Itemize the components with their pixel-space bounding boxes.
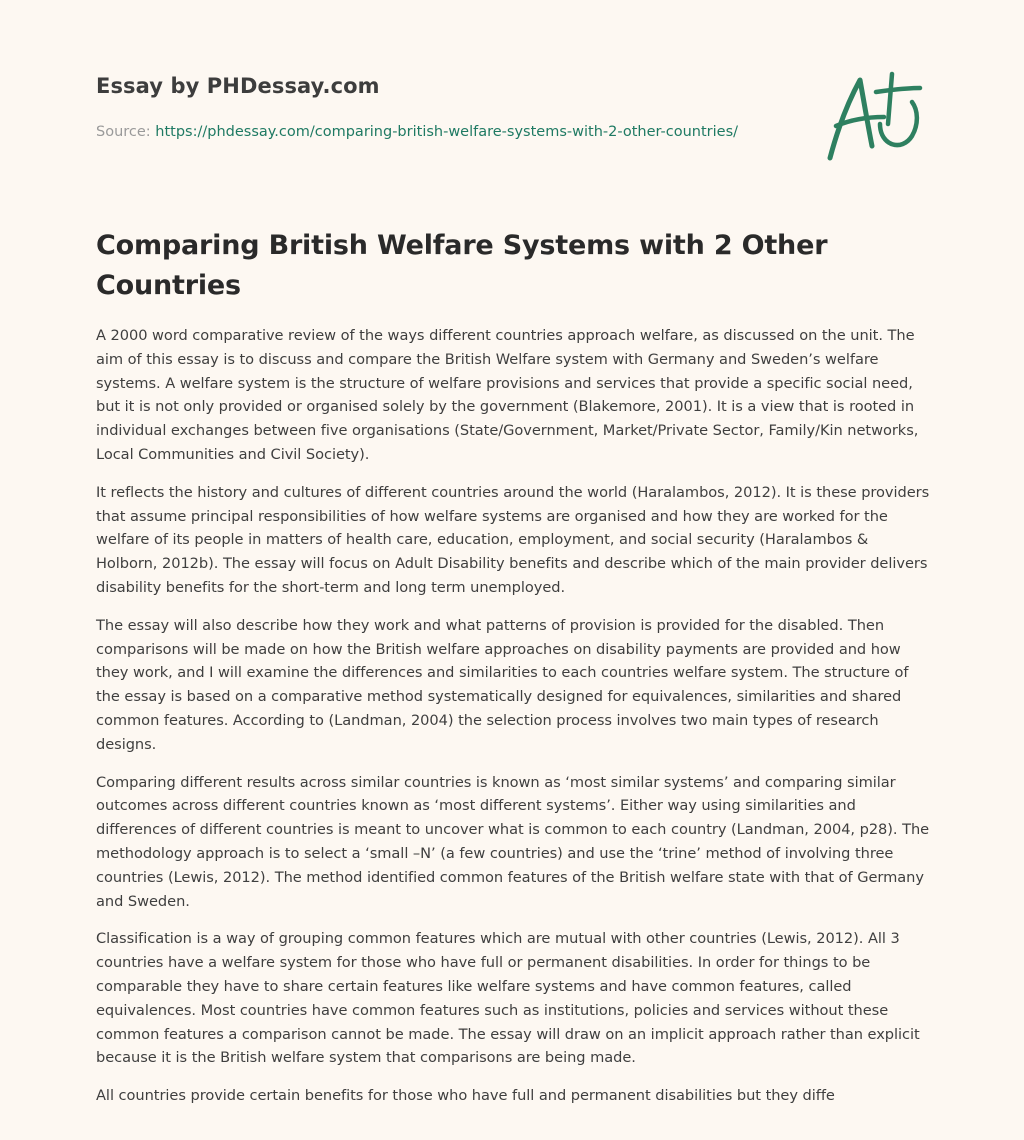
source-label: Source: <box>96 124 151 140</box>
page-header <box>96 74 796 140</box>
essay-paragraph: The essay will also describe how they work and what patterns of provision is provided for the disabled. Then comparisons will be made on how the British welfare approaches on disability payments are provided and how they work, and I will examine the differences and similarities to each countries welfare system. The structure of the essay is based on a comparative method systematically designed for equivalences, similarities and shared common features. According to (Landman, 2004) the selection process involves two main types of research designs. <box>96 616 909 753</box>
essay-paragraph: Classification is a way of grouping common features which are mutual with other countries (Lewis, 2012). All 3 countries have a welfare system for those who have full or permanent disabilities. In order for things to be comparable they have to share certain features like welfare systems and have common features, called equivalences. Most countries have common features such as institutions, policies and services without these common features a comparison cannot be made. The essay will draw on an implicit approach rather than explicit because it is the British welfare system that comparisons are being made. <box>96 930 920 1067</box>
essay-paragraph: Comparing different results across similar countries is known as ‘most similar systems’ and comparing similar outcomes across different countries known as ‘most different systems’. Either way using similarities and differences of different countries is meant to uncover what is common to each country (Landman, 2004, p28). The methodology approach is to select a ‘small –N’ (a few countries) and use the ‘trine’ method of involving three countries (Lewis, 2012). The method identified common features of the British welfare state with that of Germany and Sweden. <box>96 773 930 910</box>
source-link[interactable]: https://phdessay.com/comparing-british-welfare-systems-with-2-other-countries/ <box>155 124 739 140</box>
essay-title: Comparing British Welfare Systems with 2 Other Countries <box>96 230 828 301</box>
essay-paragraph: A 2000 word comparative review of the ways different countries approach welfare, as discussed on the unit. The aim of this essay is to discuss and compare the British Welfare system with Germany and Sweden’s welfare systems. A welfare system is the structure of welfare provisions and services that provide a specific social need, but it is not only provided or organised solely by the government (Blakemore, 2001). It is a view that is rooted in individual exchanges between five organisations (State/Government, Market/Private Sector, Family/Kin networks, Local Communities and Civil Society). <box>96 327 919 463</box>
essay-paragraph: All countries provide certain benefits for those who have full and permanent disabilities but they diffe <box>96 1087 835 1105</box>
essay-paragraph: It reflects the history and cultures of different countries around the world (Haralambos, 2012). It is these providers that assume principal responsibilities of how welfare systems are organised and how they are worked for the welfare of its people in matters of health care, education, employment, and social security (Haralambos & Holborn, 2012b). The essay will focus on Adult Disability benefits and describe which of the main provider delivers disability benefits for the short-term and long term unemployed. <box>96 483 930 596</box>
site-brand[interactable]: Essay by PHDessay.com <box>96 74 380 98</box>
a-plus-grade-icon <box>818 66 928 166</box>
source-line <box>96 124 738 140</box>
essay-body <box>96 324 932 1122</box>
